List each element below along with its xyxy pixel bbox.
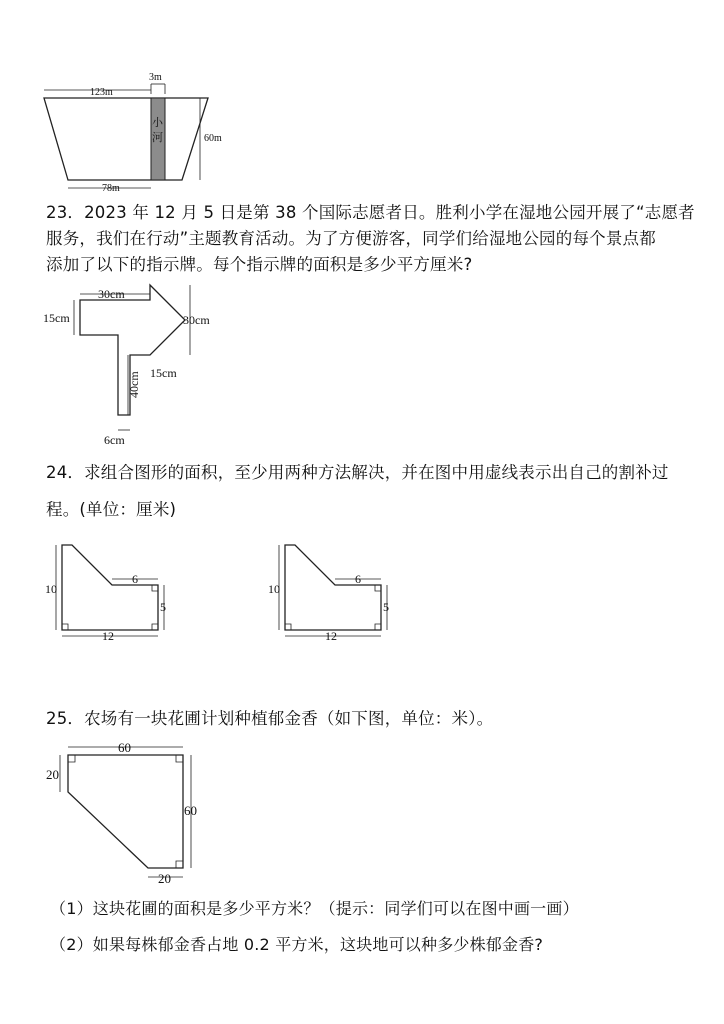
q23-stem-label: 40cm: [127, 371, 141, 398]
q24-right-right-label: 5: [383, 600, 389, 614]
q23-top-label: 30cm: [98, 287, 125, 301]
q24-right-top-label: 6: [355, 572, 361, 586]
q24-left-right-label: 5: [160, 600, 166, 614]
q23-line-1: 23．2023 年 12 月 5 日是第 38 个国际志愿者日。胜利小学在湿地公园开展了“志愿者: [46, 203, 695, 222]
q23-right-label: 30cm: [183, 313, 210, 327]
q24-right-bottom-label: 12: [325, 629, 337, 643]
q24-line-2: 程。(单位：厘米): [46, 500, 177, 519]
river-char-2: 河: [152, 131, 163, 144]
river-top-label: 123m: [90, 87, 113, 98]
q25-sub-1: （1）这块花圃的面积是多少平方米？（提示：同学们可以在图中画一画）: [50, 899, 579, 918]
q24-figure-left: [40, 535, 180, 645]
q25-sub-2: （2）如果每株郁金香占地 0.2 平方米，这块地可以种多少株郁金香?: [50, 935, 544, 954]
river-char-1: 小: [152, 116, 163, 129]
q24-left-bottom-label: 12: [102, 629, 114, 643]
q23-bottom-label: 6cm: [104, 433, 125, 447]
q25-top-label: 60: [118, 740, 131, 755]
q24-figure-right: [263, 535, 403, 645]
q24-left-h-label: 10: [45, 582, 57, 596]
q25-left-label: 20: [46, 767, 59, 782]
q24-right-h-label: 10: [268, 582, 280, 596]
q25-figure: [40, 735, 230, 895]
q23-text: [46, 200, 716, 278]
q25-bottom-label: 20: [158, 871, 171, 886]
q25-right-label: 60: [184, 803, 197, 818]
q23-line-2: 服务，我们在行动”主题教育活动。为了方便游客，同学们给湿地公园的每个景点都: [46, 229, 656, 248]
river-height-label: 60m: [204, 133, 222, 144]
q23-notch-label: 15cm: [150, 366, 177, 380]
q24-left-top-label: 6: [132, 572, 138, 586]
q24-line-1: 24．求组合图形的面积，至少用两种方法解决，并在图中用虚线表示出自己的割补过: [46, 463, 669, 482]
q23-line-3: 添加了以下的指示牌。每个指示牌的面积是多少平方厘米?: [46, 255, 473, 274]
q23-sign-figure: [40, 280, 240, 450]
river-bottom-label: 78m: [102, 183, 120, 194]
q25-intro: 25．农场有一块花圃计划种植郁金香（如下图，单位：米）。: [46, 709, 494, 728]
river-width-label: 3m: [149, 72, 162, 83]
river-trapezoid-figure: [30, 60, 230, 200]
q23-left-label: 15cm: [43, 311, 70, 325]
